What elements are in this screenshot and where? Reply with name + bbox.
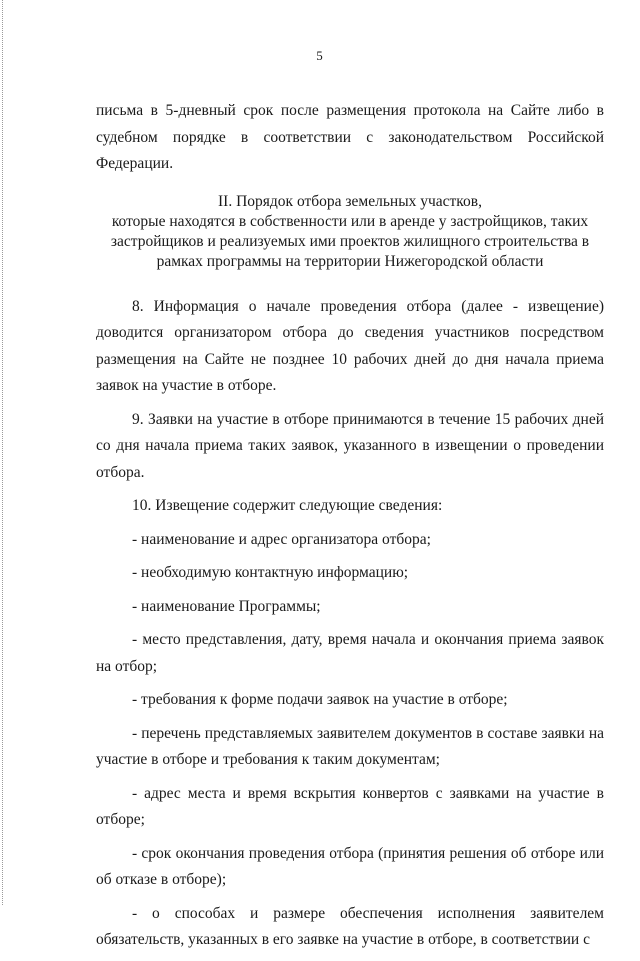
list-item-place-dates: - место представления, дату, время начала и окончания приема заявок на отбор; — [96, 631, 604, 675]
paragraph-8: 8. Информация о начале проведения отбора (далее - извещение) доводится организатором отбора до сведения участников посредством размещения на Сайте не позднее 10 рабочих дней до дня начала приема заявок на участие в отборе. — [96, 297, 604, 394]
list-item-organizer: - наименование и адрес организатора отбора; — [132, 530, 431, 548]
heading-line: застройщиков и реализуемых ими проектов жилищного строительства в — [110, 232, 590, 250]
list-item-contacts: - необходимую контактную информацию; — [132, 564, 409, 581]
paragraph-10: 10. Извещение содержит следующие сведения: — [132, 497, 443, 514]
heading-line: которые находятся в собственности или в аренде у застройщиков, таких — [111, 212, 589, 230]
list-item-envelope-opening: - адрес места и время вскрытия конвертов с заявками на участие в отборе; — [96, 784, 604, 828]
heading-line: II. Порядок отбора земельных участков, — [218, 192, 482, 210]
paragraph-9: 9. Заявки на участие в отборе принимаются в течение 15 рабочих дней со дня начала приема таких заявок, указанного в извещении о проведении отбора. — [96, 410, 604, 481]
list-item-security: - о способах и размере обеспечения исполнения заявителем обязательств, указанных в его заявке на участие в отборе, в соответствии с — [96, 904, 604, 948]
list-item-deadline: - срок окончания проведения отбора (принятия решения об отборе или об отказе в отборе); — [96, 844, 604, 888]
paragraph-continuation: письма в 5-дневный срок после размещения протокола на Сайте либо в судебном порядке в соответствии с законодательством Российской Федерации. — [96, 102, 604, 172]
document-body — [96, 98, 604, 961]
list-item-form-requirements: - требования к форме подачи заявок на участие в отборе; — [132, 691, 508, 708]
heading-line: рамках программы на территории Нижегородской области — [156, 252, 544, 270]
page-number: 5 — [316, 48, 324, 63]
scan-edge-artifact — [2, 0, 4, 905]
list-item-program-name: - наименование Программы; — [132, 597, 321, 615]
section-heading — [96, 192, 604, 272]
list-item-documents: - перечень представляемых заявителем документов в составе заявки на участие в отборе и требования к таким документам; — [96, 724, 604, 768]
